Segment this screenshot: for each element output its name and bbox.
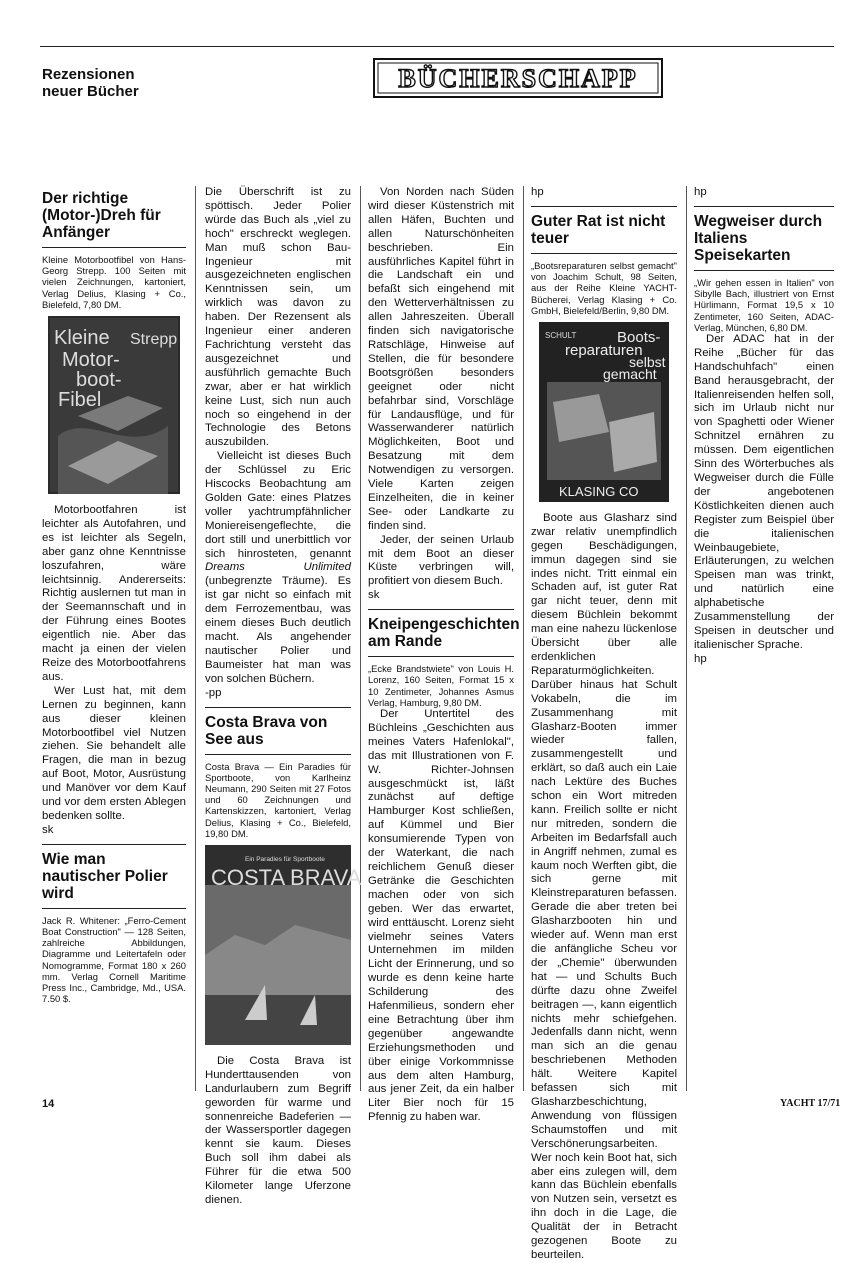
svg-text:KLASING CO: KLASING CO <box>559 483 639 499</box>
review-paragraph: Boote aus Glasharz sind zwar relativ unempfindlich gegen Beschädigungen, immun dagegen sind sie indes nicht. Tritt einmal ein Schaden auf, ist guter Rat gar nicht teuer, denn mit diesem Büchlein bekommt man eine nahezu lückenlose Übersicht über alle erdenklichen Reparaturmöglichkeiten. Darüber hinaus hat Schult Vokabeln, die im Zusammenhang mit Glasharz-Booten immer wieder fallen, zusammengestellt und erklärt, so daß auch ein Laie nach Lektüre des Buches schon ein Wort mitreden kann. Freilich sollte er nicht nur mitreden, sondern die Arbeiten im Bedarfsfall auch in Angriff nehmen, zumal es kaum noch Werften gibt, die sich gerne mit Kleinstreparaturen befassen. Gerade die aber treten bei Glasharzbooten hin und wieder auf. Wenn man erst die anfängliche Scheu vor der „Chemie" überwunden hat — und Schults Buch dürfte dazu ohne Zweifel beitragen —, kann eigentlich nichts mehr schiefgehen. Jedenfalls dann nicht, wenn man sich an die genau beschriebenen Methoden hält. Weitere Kapitel befassen sich mit Glasharzbeschichtung, Anwendung von flüssigen Schaumstoffen und mit Verschönerungsarbeiten. Wer noch kein Boot hat, sich aber eins zulegen will, dem kann das Büchlein ebenfalls von Nutzen sein, versetzt es ihn doch in die Lage, die Qualität der in Betracht gezogenen Boote zu beurteilen. <box>531 511 677 1261</box>
svg-text:Motor-: Motor- <box>62 349 120 372</box>
svg-text:selbst: selbst <box>629 353 666 370</box>
book-caption: Kleine Motorbootfibel von Hans-Georg Strepp. 100 Seiten mit vielen Zeichnungen, kartoniert, Verlag Delius, Klasing + Co., Bielefeld, 7,80 DM. <box>42 247 186 310</box>
review-paragraph: Der Untertitel des Büchleins „Geschichten aus meines Vaters Hafenlokal", das mit Illustrationen von F. W. Richter-Johnsen ausgeschmückt ist, läßt zunächst auf deftige Hamburger Kost schließen, auf Kümmel und Bier konsumierende Typen von der Waterkant, die nach reichlichem Genuß dieser Getränke die Geschichten machen oder von sich geben. Wer das erwartet, wird enttäuscht. Lorenz sieht vielmehr seines Vaters Unternehmen im milden Licht der Erinnerung, und so wurde es denn keine harte Schilderung des Hafenmilieus, sondern eher eine Betrachtung über ihm gegenüber angewandte Erziehungsmethoden und über einige Vorkommnisse aus dem alten Hamburg, aus jener Zeit, da ein halber Liter Bier noch für 15 Pfennig zu haben war. <box>368 708 514 1124</box>
column-rule <box>360 186 361 1091</box>
svg-text:Ein Paradies für Sportboote: Ein Paradies für Sportboote <box>245 855 325 863</box>
svg-text:Fibel: Fibel <box>58 389 102 412</box>
book-cover-costa-brava <box>205 845 362 1045</box>
review-signature: -pp <box>205 686 222 699</box>
column-1 <box>42 186 186 1098</box>
book-caption: „Wir gehen essen in Italien" von Sibylle Bach, illustriert von Ernst Hürlimann, Format 19,5 x 10 Zentimeter, 160 Seiten, ADAC-Verlag, München, 6,80 DM. <box>694 270 834 333</box>
column-3 <box>368 186 520 1124</box>
review-signature: sk <box>42 823 54 836</box>
review-paragraph: Die Costa Brava ist Hunderttausenden von Landurlaubern zum Begriff geworden für warme und sonnenreiche Badeferien — der Wassersportler dagegen kennt sie kaum. Dieses Buch soll ihm dabei als Führer für die etwa 500 Kilometer lange Uferzone dienen. <box>205 1054 351 1207</box>
book-cover-bootsreparaturen <box>539 322 669 502</box>
book-caption: Costa Brava — Ein Paradies für Sportboote, von Karlheinz Neumann, 290 Seiten mit 27 Fotos und 60 Zeichnungen und Kartenskizzen, kartoniert, Verlag Delius, Klasing + Co., Bielefeld, 19,80 DM. <box>205 754 351 839</box>
review-title: Wie man nautischer Polier wird <box>42 844 186 902</box>
review-paragraph: Motorbootfahren ist leichter als Autofahren, und es ist leichter als Segeln, aber ganz ohne Kenntnisse loszufahren, wäre leichtsinnig. Andererseits: Richtig auslernen tut man in der Seemannschaft und in der Führung eines Bootes eigentlich nie. Aber das macht ja einen der vielen Reize des Motorbootfahrens aus. <box>42 504 186 683</box>
book-cover-motorbootfibel <box>48 316 180 494</box>
svg-text:SCHULT: SCHULT <box>545 330 577 340</box>
review-paragraph: Von Norden nach Süden wird dieser Küstenstrich mit allen Häfen, Buchten und allen Naturschönheiten beschrieben. Ein ausführliches Kapitel führt in die Landschaft ein und befaßt sich eingehend mit den Wetterverhältnissen zu allen Jahreszeiten. Überall finden sich navigatorische Ratschläge, Hinweise auf Stellen, die für besondere Bootsgrößen besonders geeignet oder nicht befahrbar sind, Vorschläge für Landausflüge, und für Wasserwanderer natürlich Möglichkeiten, Boot und Besatzung mit dem Notwendigen zu versorgen. Viele Karten zeigen Einzelheiten, die in keiner See- oder Landkarte zu finden sind. <box>368 186 514 532</box>
svg-text:COSTA BRAVA: COSTA BRAVA <box>211 864 362 890</box>
svg-text:BÜCHERSCHAPP: BÜCHERSCHAPP <box>398 64 638 93</box>
top-rule <box>40 46 834 47</box>
column-rule <box>195 186 196 1091</box>
svg-text:gemacht: gemacht <box>603 365 657 382</box>
column-2 <box>205 186 362 1207</box>
review-paragraph: Vielleicht ist dieses Buch der Schlüssel zu Eric Hiscocks Beobachtung am Golden Gate: eines Platzes voller yachtrumpfähnlicher Moniereisengeflechte, die dort still und unerbittlich vor sich hinrosteten, genannt Dreams Unlimited (unbegrenzte Träume). Es ist gar nicht so einfach mit dem Ferrozementbau, was einem dieses Buch deutlich macht. Als angehender nautischer Polier und Baumeister hat man was von solchen Büchern. <box>205 450 351 685</box>
column-rule <box>523 186 524 1091</box>
review-title: Costa Brava von See aus <box>205 707 351 748</box>
book-caption: Jack R. Whitener: „Ferro-Cement Boat Construction" — 128 Seiten, zahlreiche Abbildungen, Diagramme und Leitertafeln oder Nomogramme, Format 180 x 260 mm. Verlag Cornell Maritime Press Inc., Cambridge, Md., USA. 7.50 $. <box>42 908 186 1005</box>
svg-text:Boots-: Boots- <box>617 328 661 346</box>
review-signature: hp <box>531 186 544 198</box>
review-title: Guter Rat ist nicht teuer <box>531 206 677 247</box>
section-title: Rezensionen neuer Bücher <box>42 66 139 100</box>
svg-text:Strepp: Strepp <box>130 331 178 349</box>
review-paragraph: Wer Lust hat, mit dem Lernen zu beginnen, kann aus dieser kleinen Motorbootfibel viel Nutzen ziehen. Sie behandelt alle Fragen, die man in bezug auf Boot, Motor, Ausrüstung und Manöver vor dem Kauf und vor dem ersten Ablegen bedenken sollte. <box>42 684 186 822</box>
column-5 <box>694 186 834 1098</box>
review-paragraph: Die Überschrift ist zu spöttisch. Jeder Polier würde das Buch als „viel zu hoch" erschreckt weglegen. Man muß schon Bau-Ingenieur mit ausgezeichneten englischen Kenntnissen sein, um wirklich was davon zu haben. Der Rezensent als Ingenieur einer anderen Fachrichtung versteht das ausgezeichnet und ausführlich gemachte Buch zwar, aber er hat wirklich keine Lust, sich nun auch noch so eingehend in der Technologie des Betons auszubilden. <box>205 186 351 449</box>
review-paragraph: Jeder, der seinen Urlaub mit dem Boot an dieser Küste verbringen will, profitiert von diesem Buch. <box>368 533 514 588</box>
review-paragraph: Der ADAC hat in der Reihe „Bücher für das Handschuhfach" einen Band herausgebracht, der Italienreisenden helfen soll, sich im Urlaub nicht nur von Spaghetti oder Wiener Schnitzel ernähren zu müssen. Dem eigentlichen Sinn des Wörterbuches als Wegweiser durch die Fülle der angebotenen Köstlichkeiten dienen auch Register zum Beispiel über die italienischen Weinbaugebiete, Erläuterungen, zu welchen Speisen man was trinkt, und natürlich eine alphabetische Zusammenstellung der Speisen in deutscher und italienischer Sprache. <box>694 332 834 651</box>
page-number: 14 <box>42 1098 55 1110</box>
review-title: Der richtige (Motor-)Dreh für Anfänger <box>42 190 161 241</box>
review-title: Kneipengeschichten am Rande <box>368 609 514 650</box>
book-caption: „Ecke Brandstwiete" von Louis H. Lorenz, 160 Seiten, Format 15 x 10 Zentimeter, Johannes Asmus Verlag, Hamburg, 9,80 DM. <box>368 656 514 708</box>
review-title: Wegweiser durch Italiens Speisekarten <box>694 206 834 264</box>
review-signature: hp <box>694 186 707 198</box>
review-signature: sk <box>368 589 380 602</box>
svg-text:boot-: boot- <box>76 369 122 392</box>
book-caption: „Bootsreparaturen selbst gemacht" von Joachim Schult, 98 Seiten, aus der Reihe Kleine YACHT-Bücherei, Verlag Klasing + Co. GmbH, Bielefeld/Berlin, 9,80 DM. <box>531 253 677 316</box>
column-rule <box>686 186 687 1091</box>
magazine-issue: YACHT 17/71 <box>780 1098 841 1109</box>
svg-text:reparaturen: reparaturen <box>565 341 643 359</box>
column-4 <box>531 186 677 1261</box>
buecherschapp-logo <box>368 55 668 101</box>
review-signature: hp <box>694 652 707 665</box>
svg-text:Kleine: Kleine <box>54 327 110 350</box>
